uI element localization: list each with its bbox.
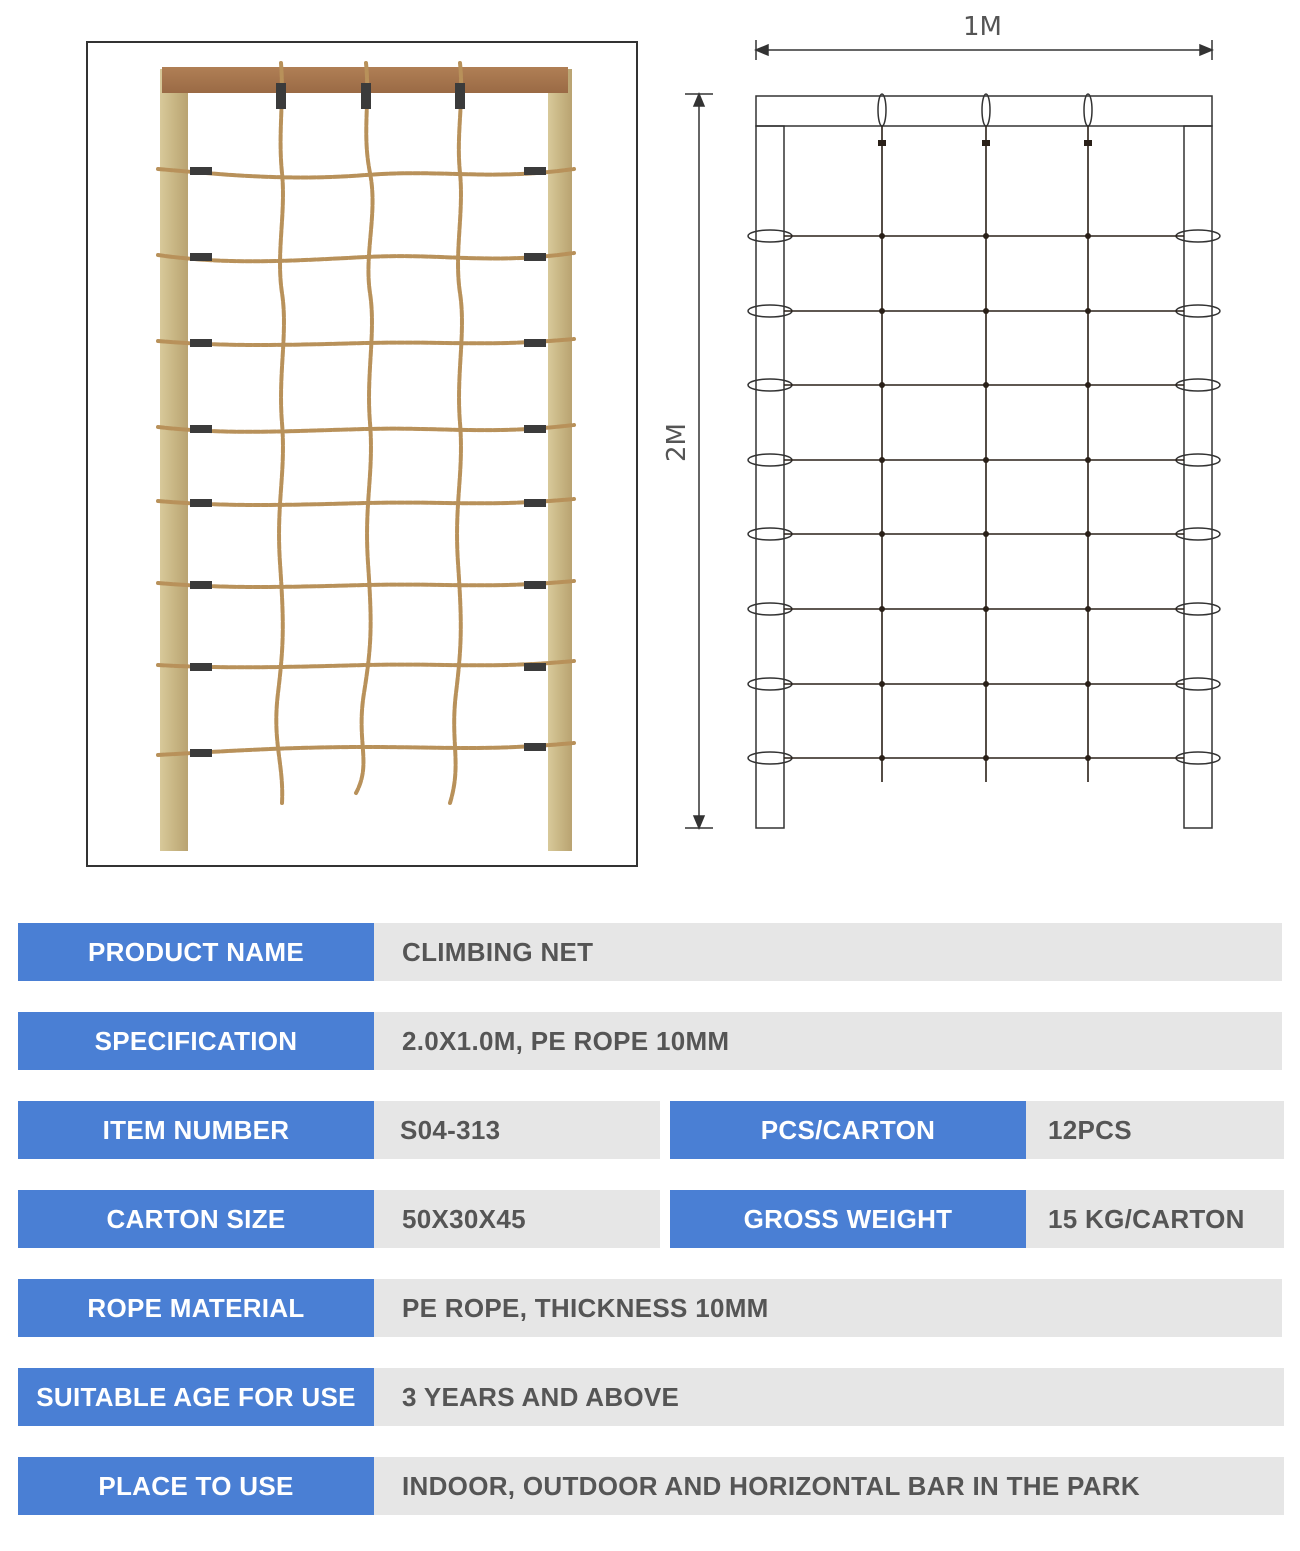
spec-row-suitable-age (18, 1368, 1284, 1426)
item-number-label: ITEM NUMBER (18, 1101, 374, 1159)
spec-row-product-name (18, 923, 1284, 981)
specification-value: 2.0X1.0M, PE ROPE 10MM (374, 1012, 1282, 1070)
item-number-value: S04-313 (374, 1101, 660, 1159)
rope-material-label: ROPE MATERIAL (18, 1279, 374, 1337)
climbing-net-photo (88, 43, 636, 865)
place-to-use-value: INDOOR, OUTDOOR AND HORIZONTAL BAR IN THE PARK (374, 1457, 1284, 1515)
place-to-use-label: PLACE TO USE (18, 1457, 374, 1515)
spec-row-place-to-use (18, 1457, 1284, 1515)
product-name-value: CLIMBING NET (374, 923, 1282, 981)
left-post (160, 69, 188, 851)
pcs-carton-value: 12PCS (1026, 1101, 1284, 1159)
gross-weight-value: 15 KG/CARTON (1026, 1190, 1284, 1248)
dimension-diagram (650, 0, 1250, 870)
specification-label: SPECIFICATION (18, 1012, 374, 1070)
gross-weight-label: GROSS WEIGHT (670, 1190, 1026, 1248)
spec-row-specification (18, 1012, 1284, 1070)
carton-size-value: 50X30X45 (374, 1190, 660, 1248)
net-dimension-drawing (650, 0, 1250, 870)
pcs-carton-label: PCS/CARTON (670, 1101, 1026, 1159)
spec-row-rope-material (18, 1279, 1284, 1337)
suitable-age-label: SUITABLE AGE FOR USE (18, 1368, 374, 1426)
spec-row-carton-size (18, 1190, 1284, 1248)
width-dimension-label: 1M (963, 12, 1002, 42)
product-photo (86, 41, 638, 867)
suitable-age-value: 3 YEARS AND ABOVE (374, 1368, 1284, 1426)
carton-size-label: CARTON SIZE (18, 1190, 374, 1248)
height-dimension-text: 2M (662, 423, 692, 462)
height-dimension-label (662, 379, 692, 462)
right-post (548, 69, 572, 851)
spec-row-item-number (18, 1101, 1284, 1159)
product-name-label: PRODUCT NAME (18, 923, 374, 981)
rope-material-value: PE ROPE, THICKNESS 10MM (374, 1279, 1282, 1337)
rope-net (158, 63, 574, 803)
